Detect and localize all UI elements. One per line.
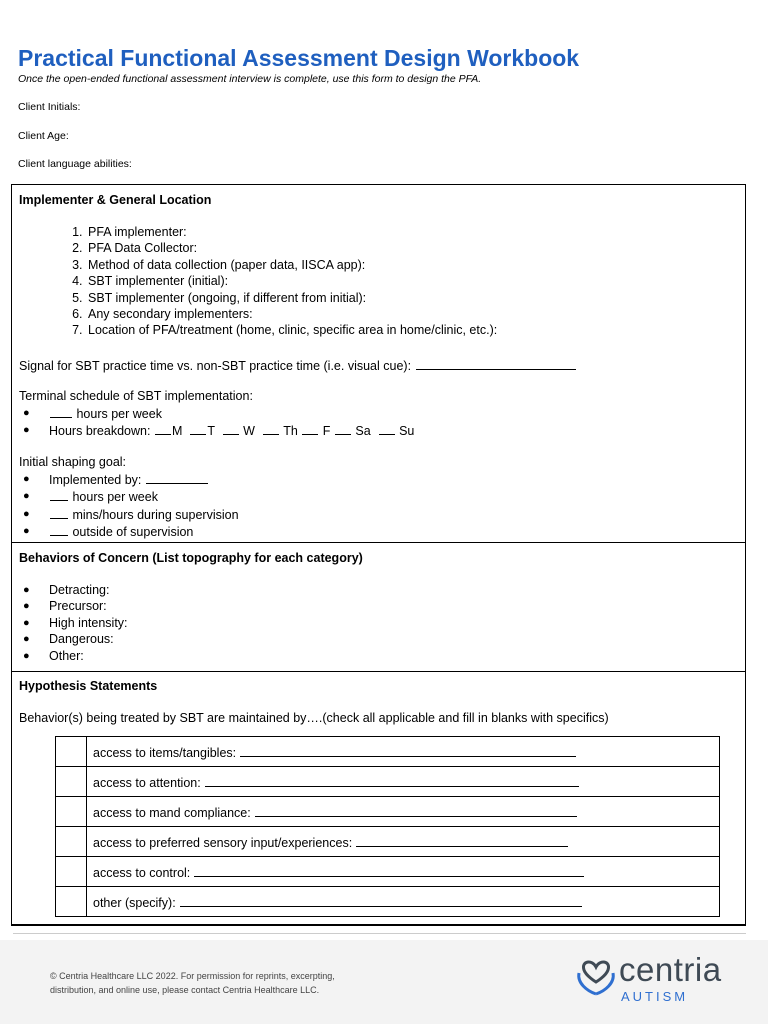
page-subtitle: Once the open-ended functional assessment interview is complete, use this form to design the PFA. bbox=[18, 73, 482, 85]
list-item[interactable]: ● High intensity: bbox=[23, 615, 128, 630]
terminal-list bbox=[19, 405, 414, 440]
list-item[interactable]: ● Other: bbox=[23, 648, 84, 663]
implementer-list bbox=[42, 224, 497, 339]
day-label: F bbox=[322, 424, 331, 439]
terminal-hours-label: hours per week bbox=[76, 407, 162, 421]
shaping-implemented-label: Implemented by: bbox=[49, 473, 142, 487]
shaping-during-label: mins/hours during supervision bbox=[72, 507, 239, 522]
checkbox-cell[interactable] bbox=[56, 767, 87, 797]
hypothesis-row-cell[interactable]: access to items/tangibles: bbox=[87, 737, 720, 767]
checkbox-cell[interactable] bbox=[56, 857, 87, 887]
day-label: Su bbox=[399, 424, 415, 439]
hands-heart-icon bbox=[575, 953, 617, 997]
day-label: T bbox=[207, 424, 215, 439]
footer bbox=[0, 940, 768, 1024]
logo-text: centria bbox=[619, 951, 722, 988]
list-item[interactable]: ● Detracting: bbox=[23, 583, 110, 597]
behaviors-list bbox=[19, 582, 128, 664]
hypothesis-table bbox=[55, 736, 720, 917]
table-row bbox=[56, 737, 720, 767]
copyright: © Centria Healthcare LLC 2022. For permission for reprints, excerpting, distribution, and online use, please contact Centria Healthcare LLC. bbox=[50, 971, 335, 995]
checkbox-cell[interactable] bbox=[56, 797, 87, 827]
page-title: Practical Functional Assessment Design Workbook bbox=[18, 45, 580, 71]
signal-label: Signal for SBT practice time vs. non-SBT practice time (i.e. visual cue): bbox=[19, 359, 412, 373]
client-initials-field[interactable]: Client Initials: bbox=[18, 101, 81, 113]
checkbox-cell[interactable] bbox=[56, 827, 87, 857]
centria-logo[interactable] bbox=[575, 951, 722, 1004]
form-table bbox=[11, 184, 746, 926]
day-label: M bbox=[171, 424, 183, 439]
list-item[interactable]: ● Dangerous: bbox=[23, 632, 114, 647]
list-item[interactable]: ● hours per week bbox=[23, 407, 162, 421]
list-item[interactable]: ● outside of supervision bbox=[23, 525, 194, 540]
shaping-list bbox=[19, 471, 239, 541]
breakdown-label: Hours breakdown: bbox=[49, 424, 151, 439]
implementer-section-title: Implementer & General Location bbox=[19, 193, 212, 207]
client-age-field[interactable]: Client Age: bbox=[18, 130, 69, 142]
table-row bbox=[56, 767, 720, 797]
hypothesis-row-cell[interactable]: access to control: bbox=[87, 857, 720, 887]
day-label: Sa bbox=[355, 424, 371, 439]
list-item[interactable]: 5. SBT implementer (ongoing, if different from initial): bbox=[86, 290, 497, 306]
day-label: Th bbox=[283, 424, 298, 439]
list-item[interactable]: ● hours per week bbox=[23, 490, 158, 505]
behaviors-section-title: Behaviors of Concern (List topography for each category) bbox=[19, 551, 363, 565]
table-row bbox=[56, 887, 720, 917]
list-item[interactable]: 7. Location of PFA/treatment (home, clinic, specific area in home/clinic, etc.): bbox=[86, 322, 497, 338]
list-item[interactable]: 3. Method of data collection (paper data, IISCA app): bbox=[86, 257, 497, 273]
list-item[interactable]: 2. PFA Data Collector: bbox=[86, 240, 497, 256]
list-item[interactable]: ● Hours breakdown: M T W Th F Sa Su bbox=[23, 424, 415, 439]
table-row bbox=[56, 797, 720, 827]
list-item[interactable]: 6. Any secondary implementers: bbox=[86, 306, 497, 322]
hypothesis-section-title: Hypothesis Statements bbox=[19, 679, 158, 693]
behaviors-section bbox=[12, 543, 745, 672]
hypothesis-row-cell[interactable]: access to mand compliance: bbox=[87, 797, 720, 827]
list-item[interactable]: ● mins/hours during supervision bbox=[23, 507, 239, 522]
signal-field[interactable] bbox=[19, 357, 577, 374]
hypothesis-row-cell[interactable]: other (specify): bbox=[87, 887, 720, 917]
checkbox-cell[interactable] bbox=[56, 887, 87, 917]
list-item[interactable]: 4. SBT implementer (initial): bbox=[86, 273, 497, 289]
list-item[interactable]: 1. PFA implementer: bbox=[86, 224, 497, 240]
shaping-heading: Initial shaping goal: bbox=[19, 455, 127, 469]
footer-divider bbox=[13, 933, 746, 934]
client-language-field[interactable]: Client language abilities: bbox=[18, 158, 132, 170]
shaping-hours-label: hours per week bbox=[72, 490, 158, 505]
logo-subtext: AUTISM bbox=[621, 989, 689, 1004]
shaping-outside-label: outside of supervision bbox=[72, 525, 194, 540]
table-row bbox=[56, 827, 720, 857]
list-item[interactable]: ● Implemented by: bbox=[49, 471, 239, 488]
hypothesis-row-cell[interactable]: access to preferred sensory input/experiences: bbox=[87, 827, 720, 857]
implementer-section bbox=[12, 185, 745, 543]
hypothesis-row-cell[interactable]: access to attention: bbox=[87, 767, 720, 797]
list-item[interactable]: ● Precursor: bbox=[23, 599, 107, 614]
checkbox-cell[interactable] bbox=[56, 737, 87, 767]
signal-blank[interactable] bbox=[416, 357, 576, 370]
hypothesis-intro: Behavior(s) being treated by SBT are maintained by….(check all applicable and fill in blanks with specifics) bbox=[19, 711, 609, 725]
terminal-heading: Terminal schedule of SBT implementation: bbox=[19, 389, 253, 403]
day-label: W bbox=[243, 424, 255, 439]
table-row bbox=[56, 857, 720, 887]
